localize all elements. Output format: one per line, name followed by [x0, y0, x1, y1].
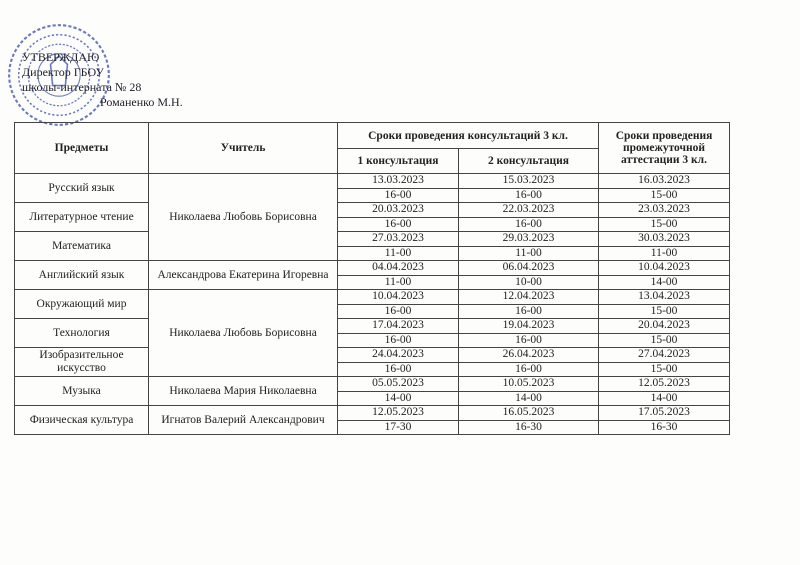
- table-row: [15, 348, 730, 363]
- consultation-2-date: 29.03.2023: [459, 232, 599, 247]
- subject-cell: Технология: [15, 319, 149, 348]
- attestation-date: 10.04.2023: [599, 261, 730, 276]
- consultation-1-time: 16-00: [338, 217, 459, 232]
- header-consultation-2: 2 консультация: [459, 149, 599, 174]
- consultation-1-date: 17.04.2023: [338, 319, 459, 334]
- consultation-2-time: 16-00: [459, 217, 599, 232]
- consultation-1-time: 11-00: [338, 246, 459, 261]
- consultation-1-date: 24.04.2023: [338, 348, 459, 363]
- approval-title: УТВЕРЖДАЮ: [22, 50, 100, 64]
- consultation-2-time: 14-00: [459, 391, 599, 406]
- teacher-cell: Игнатов Валерий Александрович: [149, 406, 338, 435]
- consultation-1-time: 16-00: [338, 304, 459, 319]
- header-subjects: Предметы: [15, 123, 149, 174]
- subject-cell: Физическая культура: [15, 406, 149, 435]
- attestation-date: 27.04.2023: [599, 348, 730, 363]
- consultation-2-date: 22.03.2023: [459, 203, 599, 218]
- attestation-time: 15-00: [599, 188, 730, 203]
- attestation-time: 15-00: [599, 333, 730, 348]
- consultation-1-time: 16-00: [338, 188, 459, 203]
- consultation-2-date: 06.04.2023: [459, 261, 599, 276]
- consultation-2-time: 16-00: [459, 362, 599, 377]
- consultation-1-date: 20.03.2023: [338, 203, 459, 218]
- attestation-date: 30.03.2023: [599, 232, 730, 247]
- consultation-1-date: 04.04.2023: [338, 261, 459, 276]
- consultation-2-time: 11-00: [459, 246, 599, 261]
- attestation-date: 13.04.2023: [599, 290, 730, 305]
- teacher-cell: Александрова Екатерина Игоревна: [149, 261, 338, 290]
- consultation-1-time: 16-00: [338, 362, 459, 377]
- attestation-date: 17.05.2023: [599, 406, 730, 421]
- table-row: [15, 319, 730, 334]
- consultation-1-date: 10.04.2023: [338, 290, 459, 305]
- attestation-date: 23.03.2023: [599, 203, 730, 218]
- attestation-time: 15-00: [599, 362, 730, 377]
- attestation-time: 11-00: [599, 246, 730, 261]
- consultation-2-date: 12.04.2023: [459, 290, 599, 305]
- subject-cell: Музыка: [15, 377, 149, 406]
- consultation-1-date: 13.03.2023: [338, 174, 459, 189]
- table-row: [15, 290, 730, 305]
- table-row: [15, 174, 730, 189]
- subject-cell: Русский язык: [15, 174, 149, 203]
- consultation-1-time: 14-00: [338, 391, 459, 406]
- attestation-time: 15-00: [599, 217, 730, 232]
- attestation-time: 16-30: [599, 420, 730, 435]
- consultation-2-date: 10.05.2023: [459, 377, 599, 392]
- consultation-1-time: 11-00: [338, 275, 459, 290]
- subject-cell: Изобразительное искусство: [15, 348, 149, 377]
- teacher-cell: Николаева Любовь Борисовна: [149, 174, 338, 261]
- consultation-2-date: 16.05.2023: [459, 406, 599, 421]
- header-attestation: Сроки проведения промежуточной аттестации 3 кл.: [599, 123, 730, 174]
- consultation-2-date: 19.04.2023: [459, 319, 599, 334]
- subject-cell: Математика: [15, 232, 149, 261]
- attestation-date: 12.05.2023: [599, 377, 730, 392]
- table-row: [15, 406, 730, 421]
- attestation-time: 15-00: [599, 304, 730, 319]
- teacher-cell: Николаева Мария Николаевна: [149, 377, 338, 406]
- consultation-1-date: 27.03.2023: [338, 232, 459, 247]
- attestation-date: 16.03.2023: [599, 174, 730, 189]
- teacher-cell: Николаева Любовь Борисовна: [149, 290, 338, 377]
- consultation-2-date: 26.04.2023: [459, 348, 599, 363]
- subject-cell: Литературное чтение: [15, 203, 149, 232]
- table-row: [15, 203, 730, 218]
- subject-cell: Окружающий мир: [15, 290, 149, 319]
- consultation-2-time: 16-30: [459, 420, 599, 435]
- attestation-date: 20.04.2023: [599, 319, 730, 334]
- consultation-2-time: 16-00: [459, 333, 599, 348]
- table-row: [15, 232, 730, 247]
- consultation-2-time: 16-00: [459, 304, 599, 319]
- attestation-time: 14-00: [599, 391, 730, 406]
- consultation-1-date: 12.05.2023: [338, 406, 459, 421]
- approval-school: школы-интерната № 28: [22, 80, 142, 94]
- consultation-1-time: 17-30: [338, 420, 459, 435]
- header-consultation-1: 1 консультация: [338, 149, 459, 174]
- table-row: [15, 377, 730, 392]
- consultation-2-time: 16-00: [459, 188, 599, 203]
- consultation-2-date: 15.03.2023: [459, 174, 599, 189]
- approval-position: Директор ГБОУ: [22, 65, 104, 79]
- schedule-table: [14, 122, 730, 435]
- approval-signatory: Романенко М.Н.: [100, 95, 183, 109]
- subject-cell: Английский язык: [15, 261, 149, 290]
- approval-block: [22, 50, 183, 110]
- header-teacher: Учитель: [149, 123, 338, 174]
- table-row: [15, 261, 730, 276]
- consultation-2-time: 10-00: [459, 275, 599, 290]
- consultation-1-time: 16-00: [338, 333, 459, 348]
- consultation-1-date: 05.05.2023: [338, 377, 459, 392]
- header-consultations: Сроки проведения консультаций 3 кл.: [338, 123, 599, 149]
- attestation-time: 14-00: [599, 275, 730, 290]
